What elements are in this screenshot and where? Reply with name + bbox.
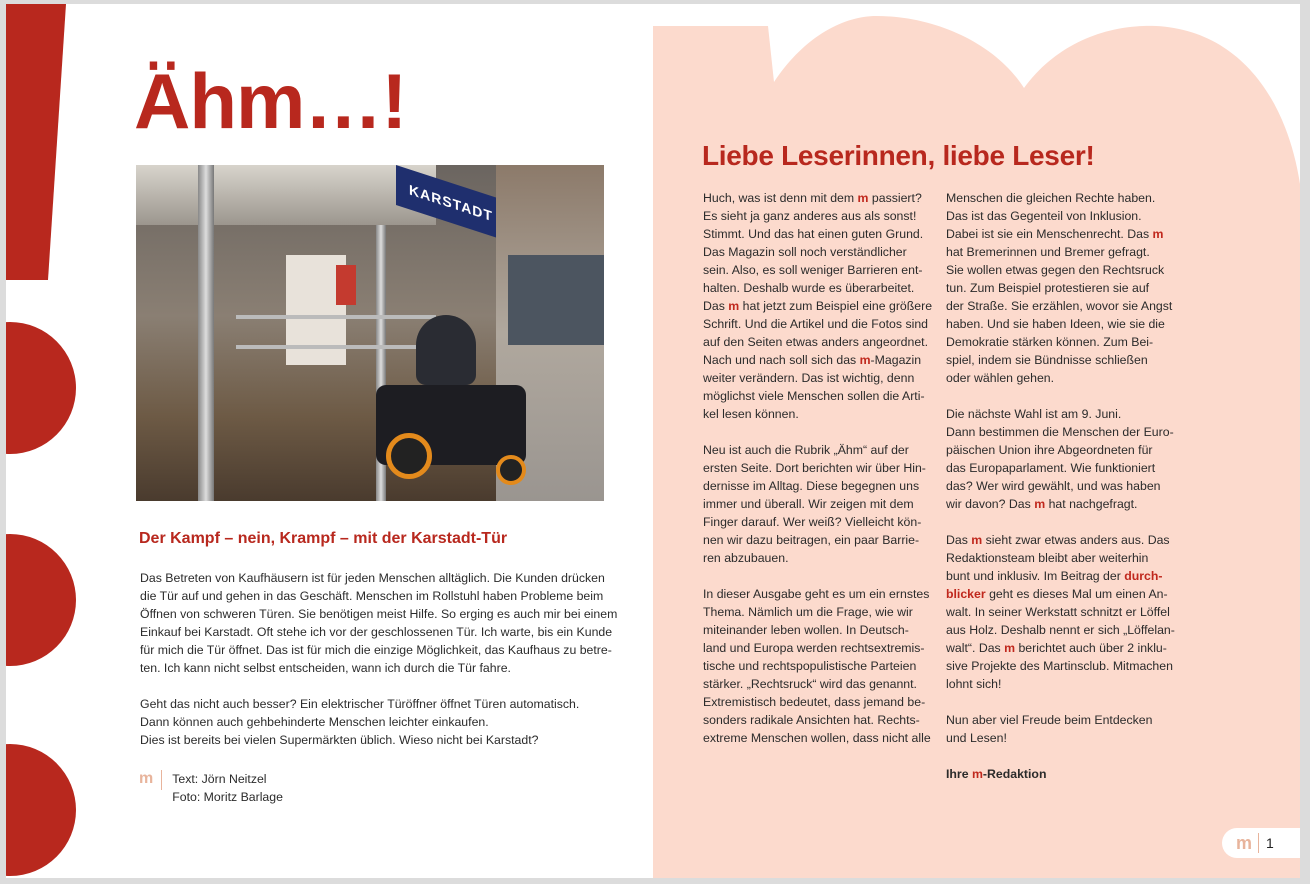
editorial-column-2	[946, 189, 1182, 801]
text-line: Das Magazin soll noch verständlicher	[703, 245, 907, 259]
text-line: der Straße. Sie erzählen, wovor sie Angst	[946, 299, 1173, 313]
highlight-m: m	[1004, 641, 1016, 655]
text-line: ersten Seite. Dort berichten wir über Hin-	[703, 461, 926, 475]
page-number-badge	[1222, 828, 1300, 858]
text-line: Nach und nach soll sich das m-Magazin	[703, 353, 922, 367]
text-line: blicker geht es dieses Mal um einen An-	[946, 587, 1168, 601]
editorial-column-1	[703, 189, 939, 765]
article-credits	[139, 770, 283, 806]
editorial-heading: Liebe Leserinnen, liebe Leser!	[702, 140, 1095, 171]
highlight-m: blicker	[946, 587, 986, 601]
text-line: In dieser Ausgabe geht es um ein ernstes	[703, 587, 930, 601]
text-line: für mich die Tür öffnet. Das ist für mich die einzige Möglichkeit, das Kaufhaus zu betre-	[140, 643, 612, 657]
text-line: dernisse im Alltag. Diese begegnen uns	[703, 479, 920, 493]
text-line: tun. Zum Beispiel protestieren sie auf	[946, 281, 1150, 295]
page-number: 1	[1266, 835, 1274, 851]
text-line: Menschen die gleichen Rechte haben.	[946, 191, 1156, 205]
text-line: Demokratie stärken können. Zum Bei-	[946, 335, 1154, 349]
text-line: Stimmt. Und das hat einen guten Grund.	[703, 227, 924, 241]
text-line: Das m sieht zwar etwas anders aus. Das	[946, 533, 1170, 547]
text-line: Das Betreten von Kaufhäusern ist für jeden Menschen alltäglich. Die Kunden drücken	[140, 571, 605, 585]
text-line: Das m hat jetzt zum Beispiel eine größere	[703, 299, 933, 313]
paragraph	[703, 441, 939, 567]
text-line: miteinander leben wollen. In Deutsch-	[703, 623, 909, 637]
text-line: aus Holz. Deshalb nennt er sich „Löffelan-	[946, 623, 1175, 637]
text-line: tische und rechtspopulistische Parteien	[703, 659, 917, 673]
text-line: auf den Seiten etwas anders angeordnet.	[703, 335, 928, 349]
paragraph	[140, 695, 610, 749]
text-line: Dann bestimmen die Menschen der Euro-	[946, 425, 1174, 439]
text-line: haben. Und sie haben Ideen, wie sie die	[946, 317, 1165, 331]
text-line: spiel, indem sie Bündnisse schließen	[946, 353, 1148, 367]
paragraph	[140, 569, 618, 677]
text-line: Huch, was ist denn mit dem m passiert?	[703, 191, 922, 205]
highlight-m: m	[971, 767, 983, 781]
text-line: Nun aber viel Freude beim Entdecken	[946, 713, 1153, 727]
m-logo: m	[139, 770, 162, 790]
text-line: land und Europa werden rechtsextremis-	[703, 641, 925, 655]
page-title: Ähm…!	[134, 57, 407, 145]
credit-text: Text: Jörn Neitzel	[172, 772, 267, 786]
text-line: walt“. Das m berichtet auch über 2 inklu-	[946, 641, 1167, 655]
text-line: Es sieht ja ganz anderes aus als sonst!	[703, 209, 917, 223]
article-subheading: Der Kampf – nein, Krampf – mit der Karstadt-Tür	[139, 530, 508, 547]
text-line: das? Wer wird gewählt, und was haben	[946, 479, 1161, 493]
text-line: Sie wollen etwas gegen den Rechtsruck	[946, 263, 1165, 277]
highlight-m: m	[859, 353, 871, 367]
paragraph	[946, 711, 1182, 747]
text-line: oder wählen gehen.	[946, 371, 1055, 385]
paragraph	[946, 405, 1182, 513]
text-line: walt. In seiner Werkstatt schnitzt er Löffel	[946, 605, 1170, 619]
text-line: ren abzubauen.	[703, 551, 789, 565]
highlight-m: durch-	[1124, 569, 1163, 583]
paragraph	[946, 189, 1182, 387]
paragraph	[703, 585, 939, 747]
text-line: Die nächste Wahl ist am 9. Juni.	[946, 407, 1122, 421]
text-line: Öffnen von schweren Türen. Sie benötigen meist Hilfe. So erging es auch mir bei einem	[140, 607, 618, 621]
magazine-page	[6, 4, 1300, 878]
text-line: sein. Also, es soll weniger Barrieren ent-	[703, 263, 923, 277]
text-line: wir davon? Das m hat nachgefragt.	[946, 497, 1138, 511]
paragraph	[946, 531, 1182, 693]
text-line: sonders radikale Ansichten hat. Rechts-	[703, 713, 920, 727]
text-line: Einkauf bei Karstadt. Oft stehe ich vor der geschlossenen Tür. Ich warte, bis ein Kunde	[140, 625, 613, 639]
text-line: kel lesen können.	[703, 407, 799, 421]
text-line: das Europaparlament. Wie funktioniert	[946, 461, 1156, 475]
text-line: lohnt sich!	[946, 677, 1002, 691]
text-line: Schrift. Und die Artikel und die Fotos sind	[703, 317, 928, 331]
text-line: Neu ist auch die Rubrik „Ähm“ auf der	[703, 443, 909, 457]
highlight-m: m	[1152, 227, 1164, 241]
text-line: immer und überall. Wir zeigen mit dem	[703, 497, 914, 511]
text-line: Extremistisch bedeutet, dass jemand be-	[703, 695, 926, 709]
text-line: Thema. Nämlich um die Frage, wie wir	[703, 605, 913, 619]
credit-photo: Foto: Moritz Barlage	[172, 790, 283, 804]
text-line: ten. Ich kann nicht selbst entscheiden, wann ich durch die Tür fahre.	[140, 661, 511, 675]
text-line: nen wir dazu beitragen, ein paar Barrie-	[703, 533, 920, 547]
article-photo	[136, 165, 604, 501]
text-line: die Tür auf und gehen in das Geschäft. Menschen im Rollstuhl haben Probleme beim	[140, 589, 604, 603]
text-line: halten. Deshalb wurde es überarbeitet.	[703, 281, 915, 295]
m-logo: m	[1236, 833, 1259, 853]
text-line: sive Projekte des Martinsclub. Mitmachen	[946, 659, 1173, 673]
text-line: möglichst viele Menschen sollen die Arti-	[703, 389, 925, 403]
editorial-signature	[946, 765, 1182, 783]
paragraph	[703, 189, 939, 423]
text-line: Dies ist bereits bei vielen Supermärkten üblich. Wieso nicht bei Karstadt?	[140, 733, 539, 747]
text-line: Geht das nicht auch besser? Ein elektrischer Türöffner öffnet Türen automatisch.	[140, 697, 580, 711]
karstadt-sign: KARSTADT	[409, 181, 493, 225]
text-line: und Lesen!	[946, 731, 1007, 745]
text-line: Dann können auch gehbehinderte Menschen leichter einkaufen.	[140, 715, 489, 729]
text-line: hat Bremerinnen und Bremer gefragt.	[946, 245, 1150, 259]
text-line: Redaktionsteam bleibt aber weiterhin	[946, 551, 1149, 565]
text-line: Finger darauf. Wer weiß? Vielleicht kön-	[703, 515, 922, 529]
text-line: Das ist das Gegenteil von Inklusion.	[946, 209, 1142, 223]
text-line: Dabei ist sie ein Menschenrecht. Das m	[946, 227, 1164, 241]
highlight-m: m	[728, 299, 740, 313]
highlight-m: m	[857, 191, 869, 205]
article-body	[140, 569, 618, 767]
highlight-m: m	[1034, 497, 1046, 511]
text-line: weiter verändern. Das ist wichtig, denn	[703, 371, 915, 385]
text-line: extreme Menschen wollen, dass nicht alle	[703, 731, 931, 745]
text-line: bunt und inklusiv. Im Beitrag der durch-	[946, 569, 1163, 583]
text-line: päischen Union ihre Abgeordneten für	[946, 443, 1153, 457]
highlight-m: m	[971, 533, 983, 547]
text-line: Ihre m-Redaktion	[946, 767, 1047, 781]
text-line: stärker. „Rechtsruck“ wird das genannt.	[703, 677, 917, 691]
